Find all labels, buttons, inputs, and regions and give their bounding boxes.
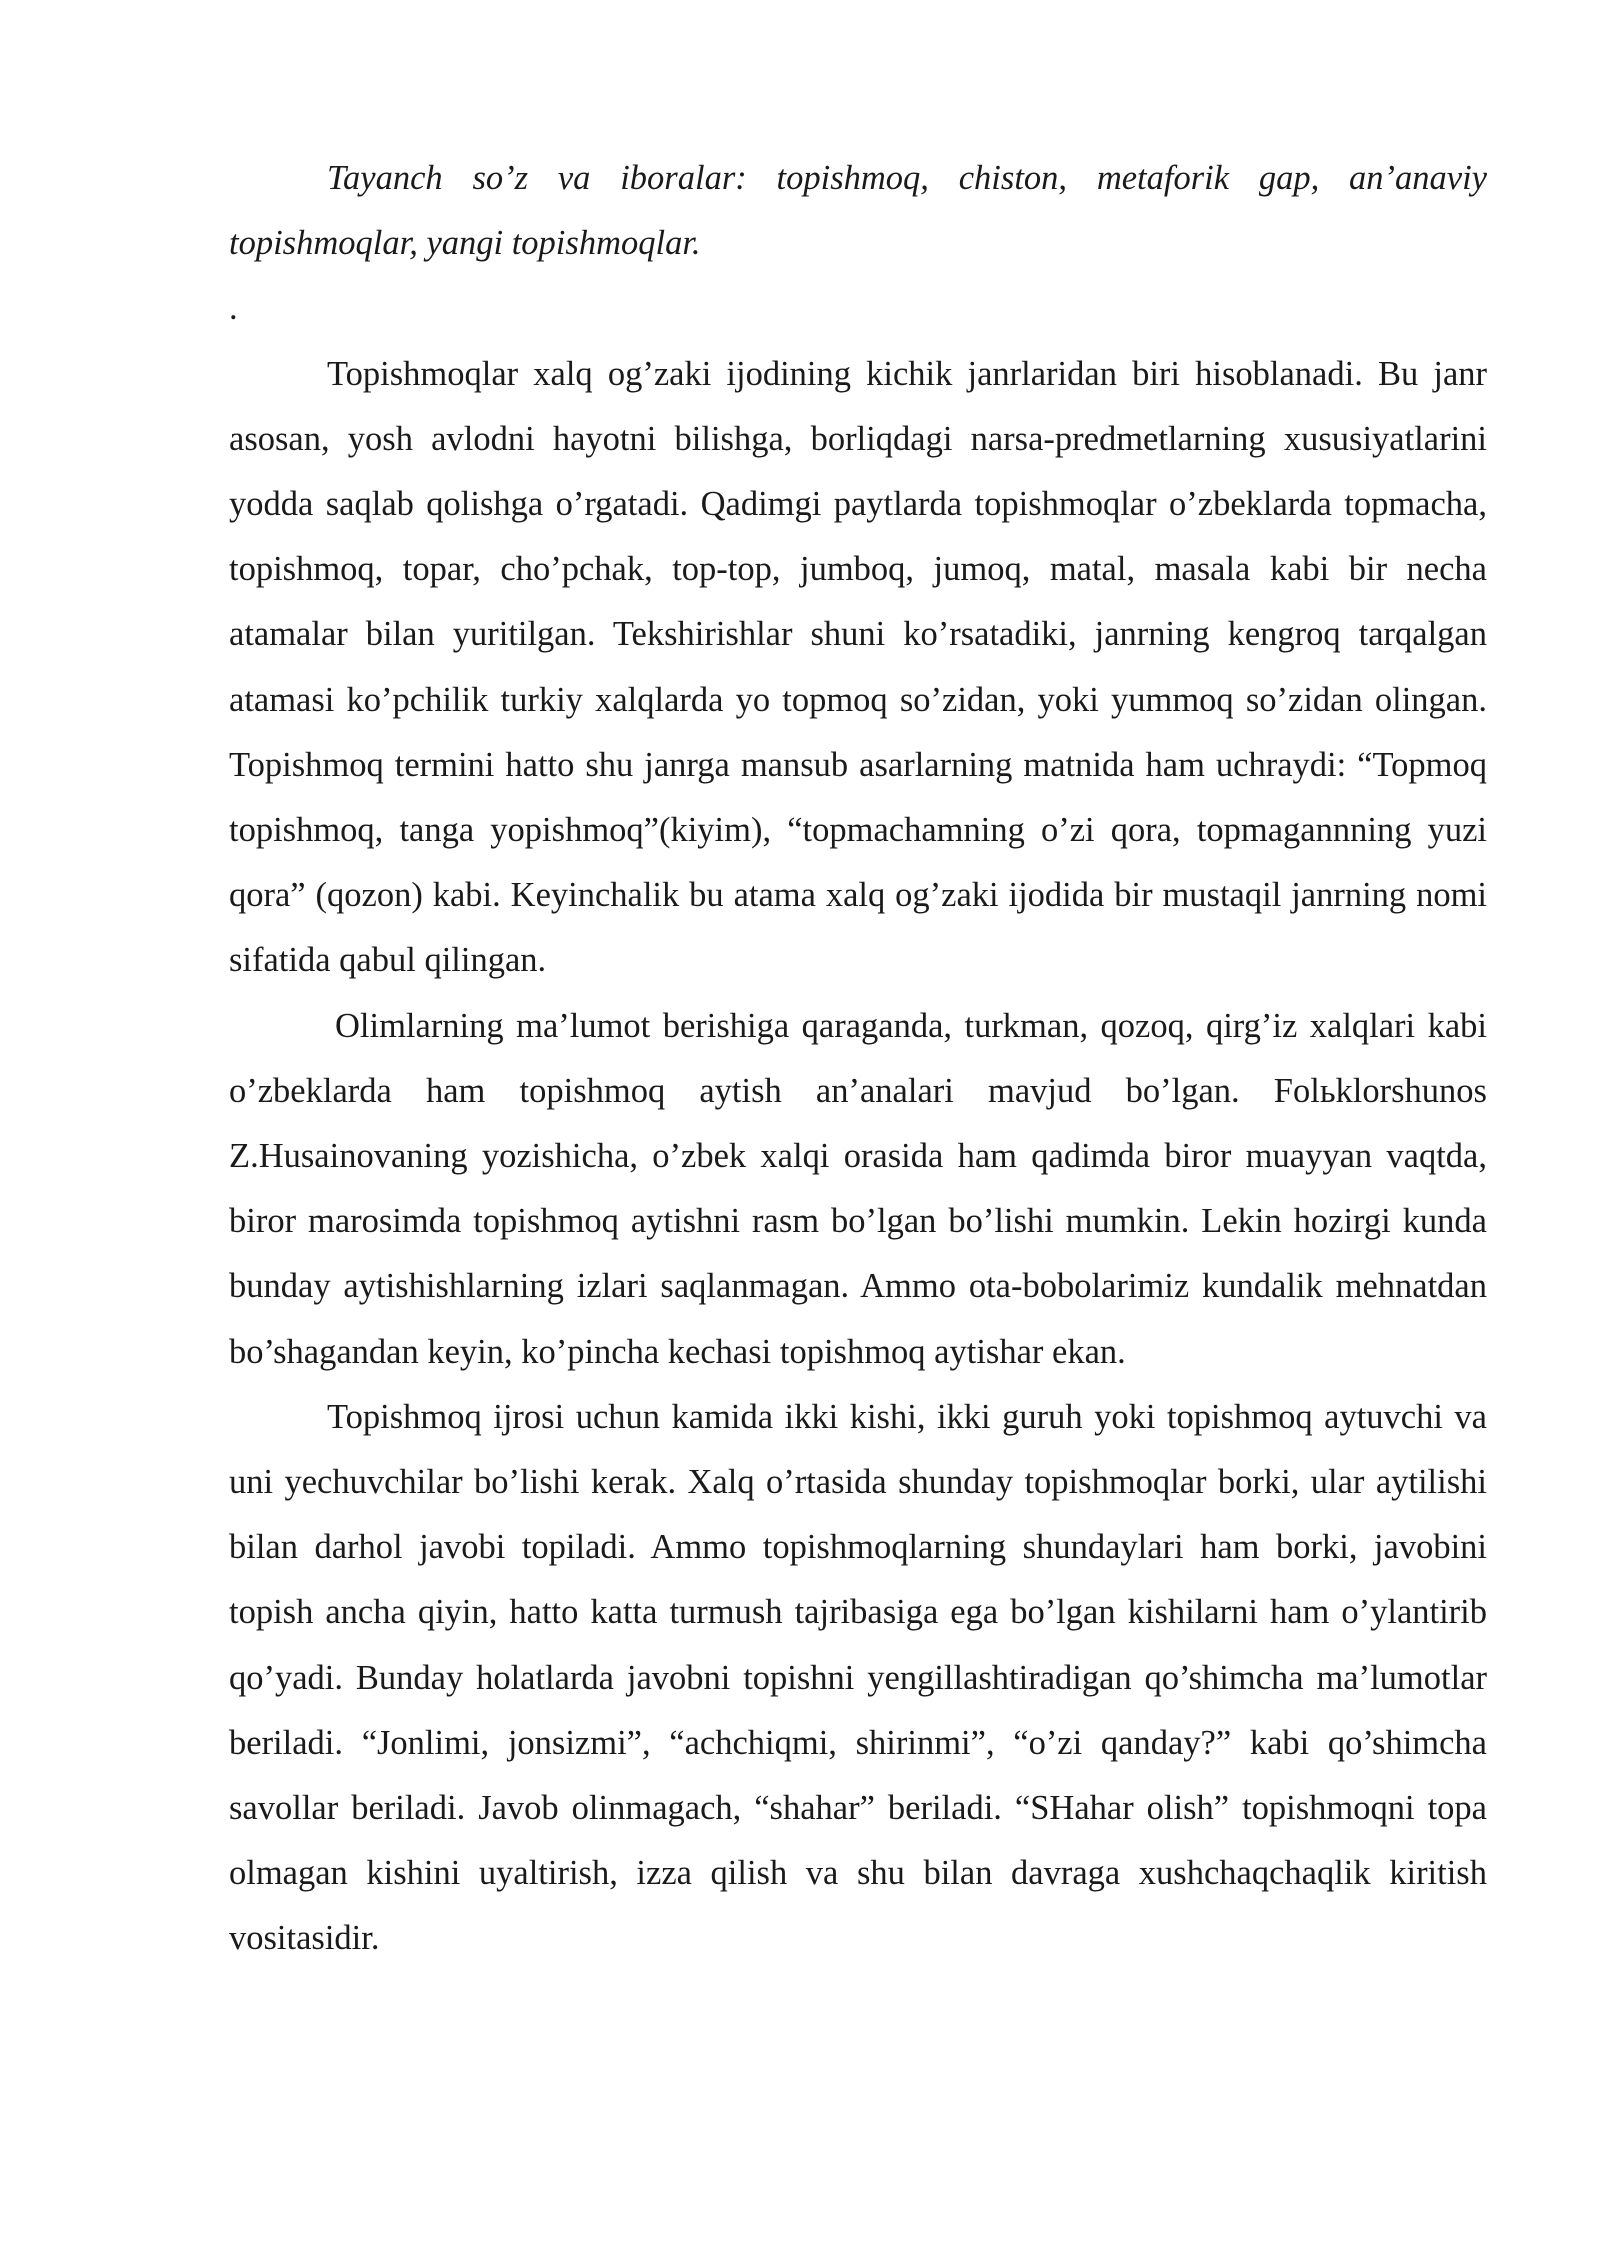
- separator-dot: .: [229, 289, 238, 328]
- body-paragraph-2: Olimlarning ma’lumot berishiga qaraganda, turkman, qozoq, qirg’iz xalqlari kabi o’zbeklarda ham topishmoq aytish an’analari mavjud bo’lgan. Folьklorshunos Z.Husainovaning yozishicha, o’zbek xalqi orasida ham qadimda biror muayyan vaqtda, biror marosimda topishmoq aytishni rasm bo’lgan bo’lishi mumkin. Lekin hozirgi kunda bunday aytishishlarning izlari saqlanmagan. Ammo ota-bobolarimiz kundalik mehnatdan bo’shagandan keyin, ko’pincha kechasi topishmoq aytishar ekan.: [229, 1006, 1487, 1371]
- keywords-paragraph: Tayanch so’z va iboralar: topishmoq, chiston, metaforik gap, an’anaviy topishmoqlar, yangi topishmoqlar.: [229, 159, 1487, 263]
- body-paragraph-3: Topishmoq ijrosi uchun kamida ikki kishi, ikki guruh yoki topishmoq aytuvchi va uni yechuvchilar bo’lishi kerak. Xalq o’rtasida shunday topishmoqlar borki, ular aytilishi bilan darhol javobi topiladi. Ammo topishmoqlarning shundaylari ham borki, javobini topish ancha qiyin, hatto katta turmush tajribasiga ega bo’lgan kishilarni ham o’ylantirib qo’yadi. Bunday holatlarda javobni topishni yengillashtiradigan qo’shimcha ma’lumotlar beriladi. “Jonlimi, jonsizmi”, “achchiqmi, shirinmi”, “o’zi qanday?” kabi qo’shimcha savollar beriladi. Javob olinmagach, “shahar” beriladi. “SHahar olish” topishmoqni topa olmagan kishini uyaltirish, izza qilish va shu bilan davraga xushchaqchaqlik kiritish vositasidir.: [229, 1397, 1487, 1958]
- document-body: [229, 146, 1487, 1972]
- body-paragraph-1: Topishmoqlar xalq og’zaki ijodining kichik janrlaridan biri hisoblanadi. Bu janr asosan, yosh avlodni hayotni bilishga, borliqdagi narsa-predmetlarning xususiyatlarini yodda saqlab qolishga o’rgatadi. Qadimgi paytlarda topishmoqlar o’zbeklarda topmacha, topishmoq, topar, cho’pchak, top-top, jumboq, jumoq, matal, masala kabi bir necha atamalar bilan yuritilgan. Tekshirishlar shuni ko’rsatadiki, janrning kengroq tarqalgan atamasi ko’pchilik turkiy xalqlarda yo topmoq so’zidan, yoki yummoq so’zidan olingan. Topishmoq termini hatto shu janrga mansub asarlarning matnida ham uchraydi: “Topmoq topishmoq, tanga yopishmoq”(kiyim), “topmachamning o’zi qora, topmagannning yuzi qora” (qozon) kabi. Keyinchalik bu atama xalq og’zaki ijodida bir mustaqil janrning nomi sifatida qabul qilingan.: [229, 354, 1487, 980]
